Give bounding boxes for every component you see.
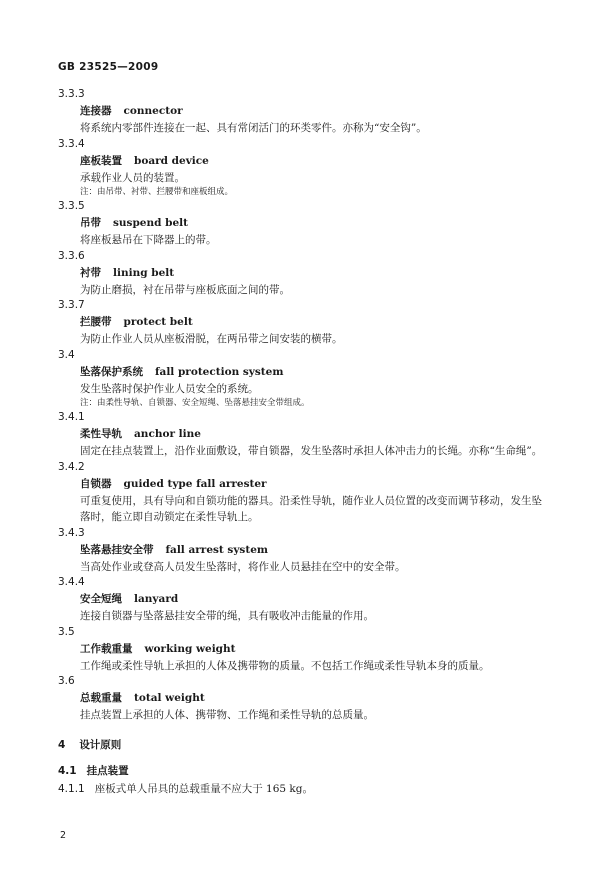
term-en: fall protection system	[155, 365, 284, 378]
definition-entry	[0, 460, 600, 526]
term-definition: 为防止磨损，衬在吊带与座板底面之间的带。	[80, 283, 290, 296]
term-definition: 为防止作业人员从座板滑脱，在两吊带之间安装的横带。	[80, 333, 343, 345]
term-zh: 自锁器	[80, 477, 112, 490]
subsection-number: 4.1	[58, 764, 77, 777]
clause-number: 3.3.4	[58, 137, 85, 150]
term-line	[80, 216, 600, 230]
term-definition: 将系统内零部件连接在一起、具有常闭活门的环类零件。亦称为“安全钩”。	[80, 122, 427, 134]
term-en: lining belt	[113, 266, 175, 279]
clause-number: 3.3.6	[58, 249, 85, 262]
clause-number: 3.3.3	[58, 88, 85, 100]
term-zh: 安全短绳	[80, 593, 122, 605]
clause-number: 3.4	[58, 348, 75, 361]
definition-entry	[0, 674, 600, 724]
term-en: suspend belt	[113, 217, 188, 229]
definition-entry	[0, 249, 600, 299]
term-line	[80, 642, 600, 656]
term-zh: 吊带	[80, 217, 101, 229]
definition-entry	[0, 625, 600, 675]
term-definition: 可重复使用，具有导向和自锁功能的器具。沿柔性导轨，随作业人员位置的改变而调节移动，发生坠落时，能立即自动锁定在柔性导轨上。	[80, 494, 542, 523]
definition-entry	[0, 298, 600, 348]
definition-entry	[0, 137, 600, 200]
standard-code-header: GB 23525—2009	[58, 61, 159, 73]
clause-number: 3.4.4	[58, 576, 85, 588]
term-zh: 衬带	[80, 266, 101, 279]
definition-entry	[0, 575, 600, 625]
definition-entry	[0, 526, 600, 576]
term-definition: 挂点装置上承担的人体、携带物、工作绳和柔性导轨的总质量。	[80, 709, 374, 721]
term-line	[80, 266, 600, 280]
term-definition: 连接自锁器与坠落悬挂安全带的绳，具有吸收冲击能量的作用。	[80, 610, 374, 622]
term-line	[80, 543, 600, 557]
term-en: fall arrest system	[165, 543, 268, 556]
term-en: working weight	[144, 642, 236, 655]
term-zh: 坠落保护系统	[80, 365, 143, 378]
term-note: 注：由吊带、衬带、拦腰带和座板组成。	[80, 187, 234, 197]
term-zh: 拦腰带	[80, 316, 112, 328]
term-line	[80, 315, 600, 329]
clause-number: 3.4.2	[58, 460, 85, 473]
section-number: 4	[58, 738, 66, 751]
clause-number: 3.4.3	[58, 526, 85, 539]
term-en: lanyard	[134, 593, 179, 605]
term-definition: 当高处作业或登高人员发生坠落时，将作业人员悬挂在空中的安全带。	[80, 560, 406, 573]
definition-entry	[0, 199, 600, 249]
clause-number: 4.1.1	[58, 782, 85, 795]
term-zh: 座板装置	[80, 154, 122, 167]
clause-text: 座板式单人吊具的总载重量不应大于 165 kg。	[94, 782, 314, 795]
subsection-title: 挂点装置	[86, 764, 129, 777]
term-note: 注：由柔性导轨、自锁器、安全短绳、坠落悬挂安全带组成。	[80, 398, 310, 408]
section-title: 设计原则	[79, 738, 122, 751]
definition-entry	[0, 87, 600, 137]
term-definition: 承载作业人员的装置。	[80, 171, 185, 184]
term-zh: 连接器	[80, 105, 112, 117]
term-definition: 工作绳或柔性导轨上承担的人体及携带物的质量。不包括工作绳或柔性导轨本身的质量。	[80, 659, 490, 672]
term-line	[80, 691, 600, 705]
term-zh: 柔性导轨	[80, 428, 122, 440]
section-heading	[58, 738, 600, 752]
term-line	[80, 104, 600, 118]
term-line	[80, 427, 600, 441]
term-line	[80, 592, 600, 606]
term-zh: 总载重量	[80, 692, 122, 704]
term-zh: 工作载重量	[80, 642, 133, 655]
definitions-body	[0, 87, 600, 796]
definition-entry	[0, 348, 600, 411]
page-number: 2	[60, 830, 67, 841]
clause-paragraph	[58, 782, 600, 796]
term-line	[80, 154, 600, 168]
term-en: protect belt	[123, 316, 193, 328]
term-en: guided type fall arrester	[123, 477, 267, 490]
clause-number: 3.3.5	[58, 200, 85, 212]
term-en: connector	[123, 105, 183, 117]
term-definition: 发生坠落时保护作业人员安全的系统。	[80, 382, 259, 395]
term-definition: 固定在挂点装置上，沿作业面敷设，带自锁器，发生坠落时承担人体冲击力的长绳。亦称“生命绳”。	[80, 445, 543, 457]
clause-number: 3.3.7	[58, 299, 85, 311]
term-definition: 将座板悬吊在下降器上的带。	[80, 234, 217, 246]
definition-entry	[0, 410, 600, 460]
clause-number: 3.5	[58, 625, 75, 638]
clause-number: 3.4.1	[58, 411, 85, 423]
term-line	[80, 365, 600, 379]
term-en: board device	[134, 154, 209, 167]
subsection-heading	[58, 764, 600, 778]
term-line	[80, 477, 600, 491]
term-en: anchor line	[134, 428, 201, 440]
clause-number: 3.6	[58, 675, 75, 687]
term-en: total weight	[134, 692, 205, 704]
term-zh: 坠落悬挂安全带	[80, 543, 154, 556]
